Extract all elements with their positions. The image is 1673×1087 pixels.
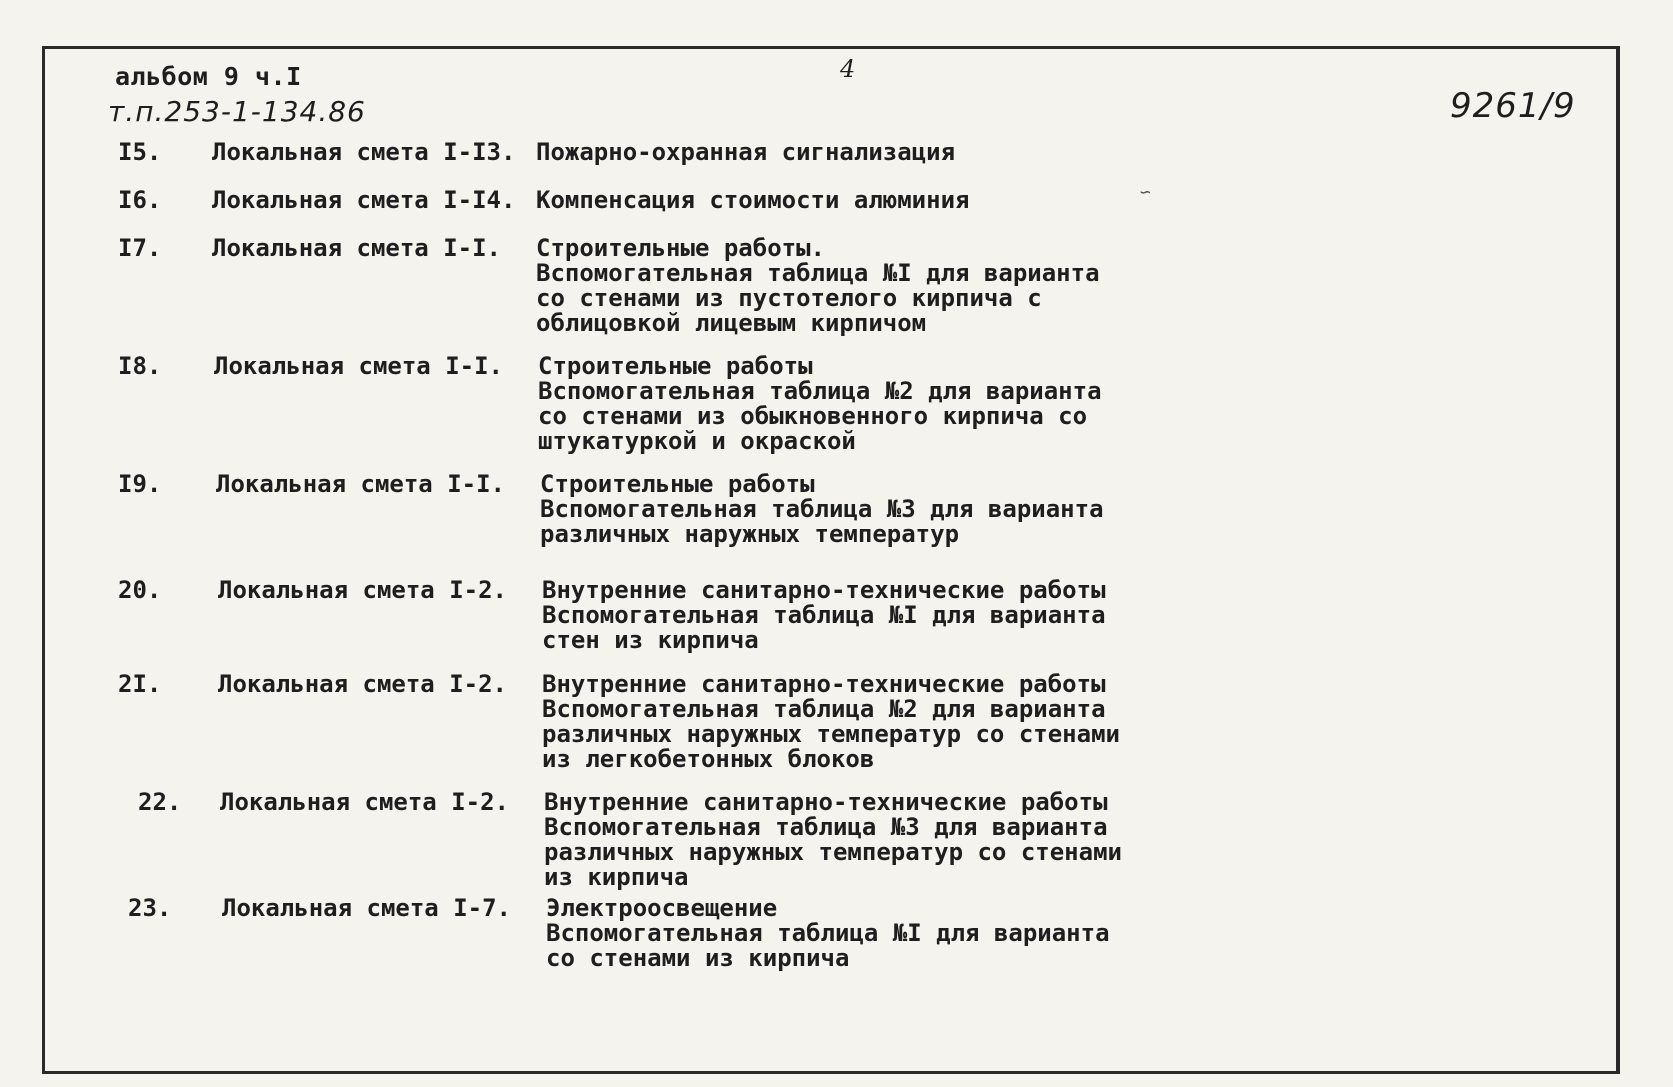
item-number: I9. [118,470,162,498]
item-number: I7. [118,234,162,262]
description-line: Вспомогательная таблица №I для варианта [536,259,1100,287]
estimate-label: Локальная смета I-I4. [212,186,516,214]
description-line: штукатуркой и окраской [538,427,856,455]
description-line: облицовкой лицевым кирпичом [536,309,927,337]
item-number: 22. [138,788,182,816]
page-number: 4 [840,55,856,83]
estimate-label: Локальная смета I-2. [220,788,509,816]
description-line: из кирпича [544,863,689,891]
description-line: Вспомогательная таблица №I для варианта [542,601,1106,629]
description-line: из легкобетонных блоков [542,745,875,773]
description-line: со стенами из кирпича [546,944,850,972]
estimate-description [536,188,1176,213]
description-line: Внутренние санитарно-технические работы [542,670,1106,698]
description-line: Вспомогательная таблица №3 для варианта [544,813,1108,841]
estimate-description [540,472,1180,547]
description-line: Вспомогательная таблица №2 для варианта [538,377,1102,405]
item-number: 2I. [118,670,162,698]
description-line: Электроосвещение [546,894,778,922]
estimate-description [536,140,1176,165]
estimate-label: Локальная смета I-2. [218,670,507,698]
description-line: Строительные работы [538,352,813,380]
album-label: альбом 9 ч.I [115,62,302,91]
description-line: различных наружных температур со стенами [542,720,1120,748]
estimate-description [542,578,1182,653]
description-line: Строительные работы. [536,234,825,262]
estimate-label: Локальная смета I-I. [216,470,505,498]
estimate-description [544,790,1184,890]
description-line: Внутренние санитарно-технические работы [542,576,1106,604]
item-number: 23. [128,894,172,922]
estimate-description [542,672,1182,772]
description-line: Компенсация стоимости алюминия [536,186,970,214]
estimate-label: Локальная смета I-2. [218,576,507,604]
estimate-description [538,354,1178,454]
description-line: со стенами из пустотелого кирпича с [536,284,1042,312]
document-number: 9261/9 [1450,86,1576,126]
item-number: I8. [118,352,162,380]
estimate-label: Локальная смета I-I. [212,234,501,262]
ink-smudge-icon: ∽ [1140,182,1151,203]
description-line: Пожарно-охранная сигнализация [536,138,956,166]
item-number: I6. [118,186,162,214]
estimate-description [536,236,1176,336]
estimate-description [546,896,1186,971]
description-line: Вспомогательная таблица №2 для варианта [542,695,1106,723]
description-line: Строительные работы [540,470,815,498]
estimate-label: Локальная смета I-I3. [212,138,516,166]
description-line: Вспомогательная таблица №3 для варианта [540,495,1104,523]
estimate-label: Локальная смета I-7. [222,894,511,922]
item-number: I5. [118,138,162,166]
description-line: со стенами из обыкновенного кирпича со [538,402,1088,430]
description-line: Вспомогательная таблица №I для варианта [546,919,1110,947]
item-number: 20. [118,576,162,604]
estimate-label: Локальная смета I-I. [214,352,503,380]
description-line: стен из кирпича [542,626,759,654]
description-line: Внутренние санитарно-технические работы [544,788,1108,816]
description-line: различных наружных температур со стенами [544,838,1122,866]
description-line: различных наружных температур [540,520,960,548]
project-code: т.п.253-1-134.86 [108,95,366,128]
